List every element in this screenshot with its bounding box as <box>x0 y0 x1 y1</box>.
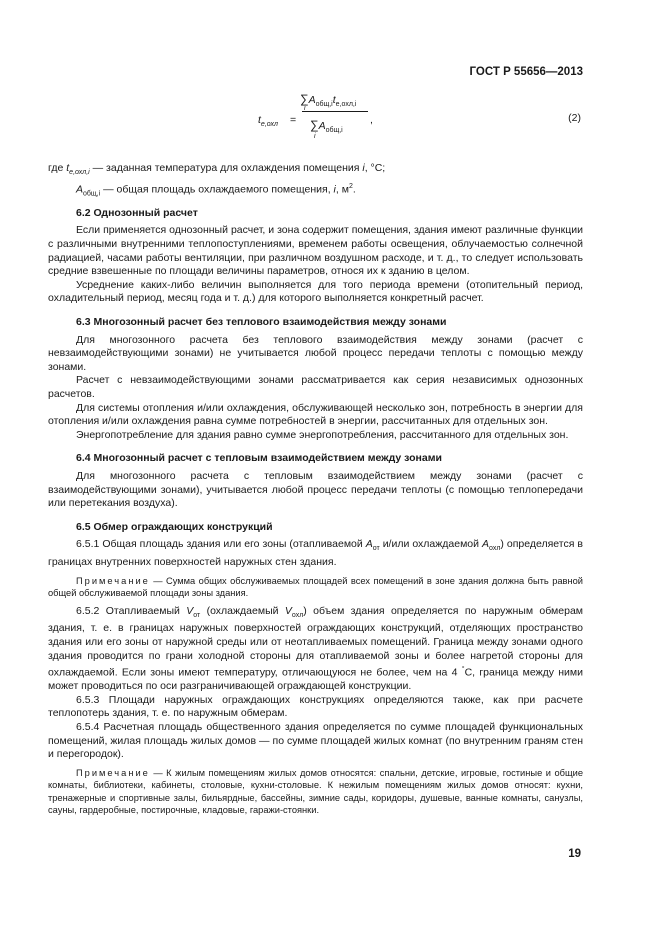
section-6-2-paragraph-2: Усреднение каких-либо величин выполняется для того периода времени (отопительный период, охладительный период, месяц года и т. д.) для которого выполняется конкретный расчет. <box>48 278 583 305</box>
section-6-2-heading: 6.2 Однозонный расчет <box>76 206 198 219</box>
formula-numerator: $\sum A_{общ,i}t_{e,охл,i}$ <box>300 92 357 109</box>
section-6-3-paragraph-2: Расчет с невзаимодействующими зонами рассматривается как серия независимых однозонных расчетов. <box>48 374 583 400</box>
section-6-2-paragraph-1: Если применяется однозонный расчет, и зона содержит помещения, здания имеют различные функции с различными внутренними теплопоступлениями, временем работы освещения, облучаемостью солнечной радиацией, часами работы вентиляции, при различном воздушном расходе, и т. д., то следует использовать средние взвешенные по площади величины параметров, относя их к зданию в целом. <box>48 224 583 278</box>
clause-6-5-4: 6.5.4 Расчетная площадь общественного здания определяется по сумме площадей функциональных помещений, жилая площадь жилых домов — по сумме площадей жилых комнат (по внутренним граням стен и перегородок). <box>48 720 583 761</box>
section-6-4-heading: 6.4 Многозонный расчет с тепловым взаимодействием между зонами <box>76 452 442 465</box>
section-6-5-heading: 6.5 Обмер ограждающих конструкций <box>76 520 273 533</box>
formula-equals: = <box>290 114 297 126</box>
legend-line-t: где $t_{e,охл,i}$ — заданная температура для охлаждения помещения i, °С; <box>48 162 386 177</box>
formula-lhs: $t_{e,охл}$ <box>258 114 278 129</box>
clause-6-5-1: 6.5.1 Общая площадь здания или его зоны (отапливаемой $A_{от}$ и/или охлаждаемой $A_{охл}$) определяется в границах внутренних поверхностей наружных стен здания. <box>48 538 583 569</box>
note-1-label: Примечание <box>76 575 150 586</box>
clause-6-5-2: 6.5.2 Отапливаемый $V_{от}$ (охлаждаемый $V_{охл}$) объем здания определяется по наружным обмерам здания, т. е. в границах наружных поверхностей ограждающих конструкций, отделяющих пространство здания или его зоны от наружной среды или от неотапливаемых помещений. Граница между зонами одного здания проводится по грани холодной стороны для отапливаемой зоны и более нагретой стороны для охлаждаемой. Если зоны имеют температуру, отличающуюся не более, чем на 4 °С, граница между ними может проводиться по оси разграничивающей ограждающей конструкции. <box>48 604 584 693</box>
formula-comma: , <box>370 114 373 126</box>
section-6-3-heading: 6.3 Многозонный расчет без теплового взаимодействия между зонами <box>76 316 447 329</box>
section-6-4-paragraph-1: Для многозонного расчета с тепловым взаимодействием между зонами (расчет с взаимодействующими зонами), учитывается любой процесс передачи теплоты (с помощью теплопередачи или перетекания воздуха). <box>48 469 583 510</box>
standard-header: ГОСТ Р 55656—2013 <box>469 66 583 78</box>
clause-6-5-3: 6.5.3 Площади наружных ограждающих конструкциях определяются также, как при расчете теплопотерь здания, т. е. по наружным обмерам. <box>48 693 583 720</box>
denominator-sum-index: i <box>314 133 316 140</box>
note-2-label: Примечание <box>76 767 150 778</box>
formula-2 <box>258 92 388 152</box>
page-number: 19 <box>568 848 581 860</box>
note-1: Примечание — Сумма общих обслуживаемых площадей всех помещений в зоне здания должна быть равной общей обслуживаемой площади зоны здания. <box>48 575 583 599</box>
section-6-3-paragraph-3: Для системы отопления и/или охлаждения, обслуживающей несколько зон, потребность в энергии для отопления и/или охлаждения равна сумме потребностей в энергии, рассчитанных для отдельных зон. <box>48 401 583 428</box>
legend-line-a: $A_{общ,i}$ — общая площадь охлаждаемого помещения, i, $м^2$. <box>76 182 356 198</box>
document-body <box>48 162 583 822</box>
section-6-3-paragraph-1: Для многозонного расчета без теплового взаимодействия между зонами (расчет с невзаимодействующими зонами) не учитывается любой процесс передачи теплоты с помощью между зонами. <box>48 333 583 373</box>
equation-number: (2) <box>568 112 581 124</box>
formula-legend <box>48 162 583 201</box>
fraction-bar <box>302 111 368 112</box>
note-2: Примечание — К жилым помещениям жилых домов относятся: спальни, детские, игровые, гостиные и общие комнаты, библиотеки, кабинеты, столовые, кухни-столовые. К нежилым помещениям жилых домов относят: кухни, тренажерные и спортивные залы, бильярдные, бассейны, зимние сады, коридоры, душевые, ванные комнаты, санузлы, сауны, гардеробные, постирочные, кладовые, гаражи-стоянки. <box>48 767 583 816</box>
section-6-3-paragraph-4: Энергопотребление для здания равно сумме энергопотребления, рассчитанного для отдельных зон. <box>76 428 569 441</box>
numerator-sum-index: i <box>304 105 306 112</box>
formula-denominator: $\sum A_{общ,i}$ <box>310 118 343 135</box>
